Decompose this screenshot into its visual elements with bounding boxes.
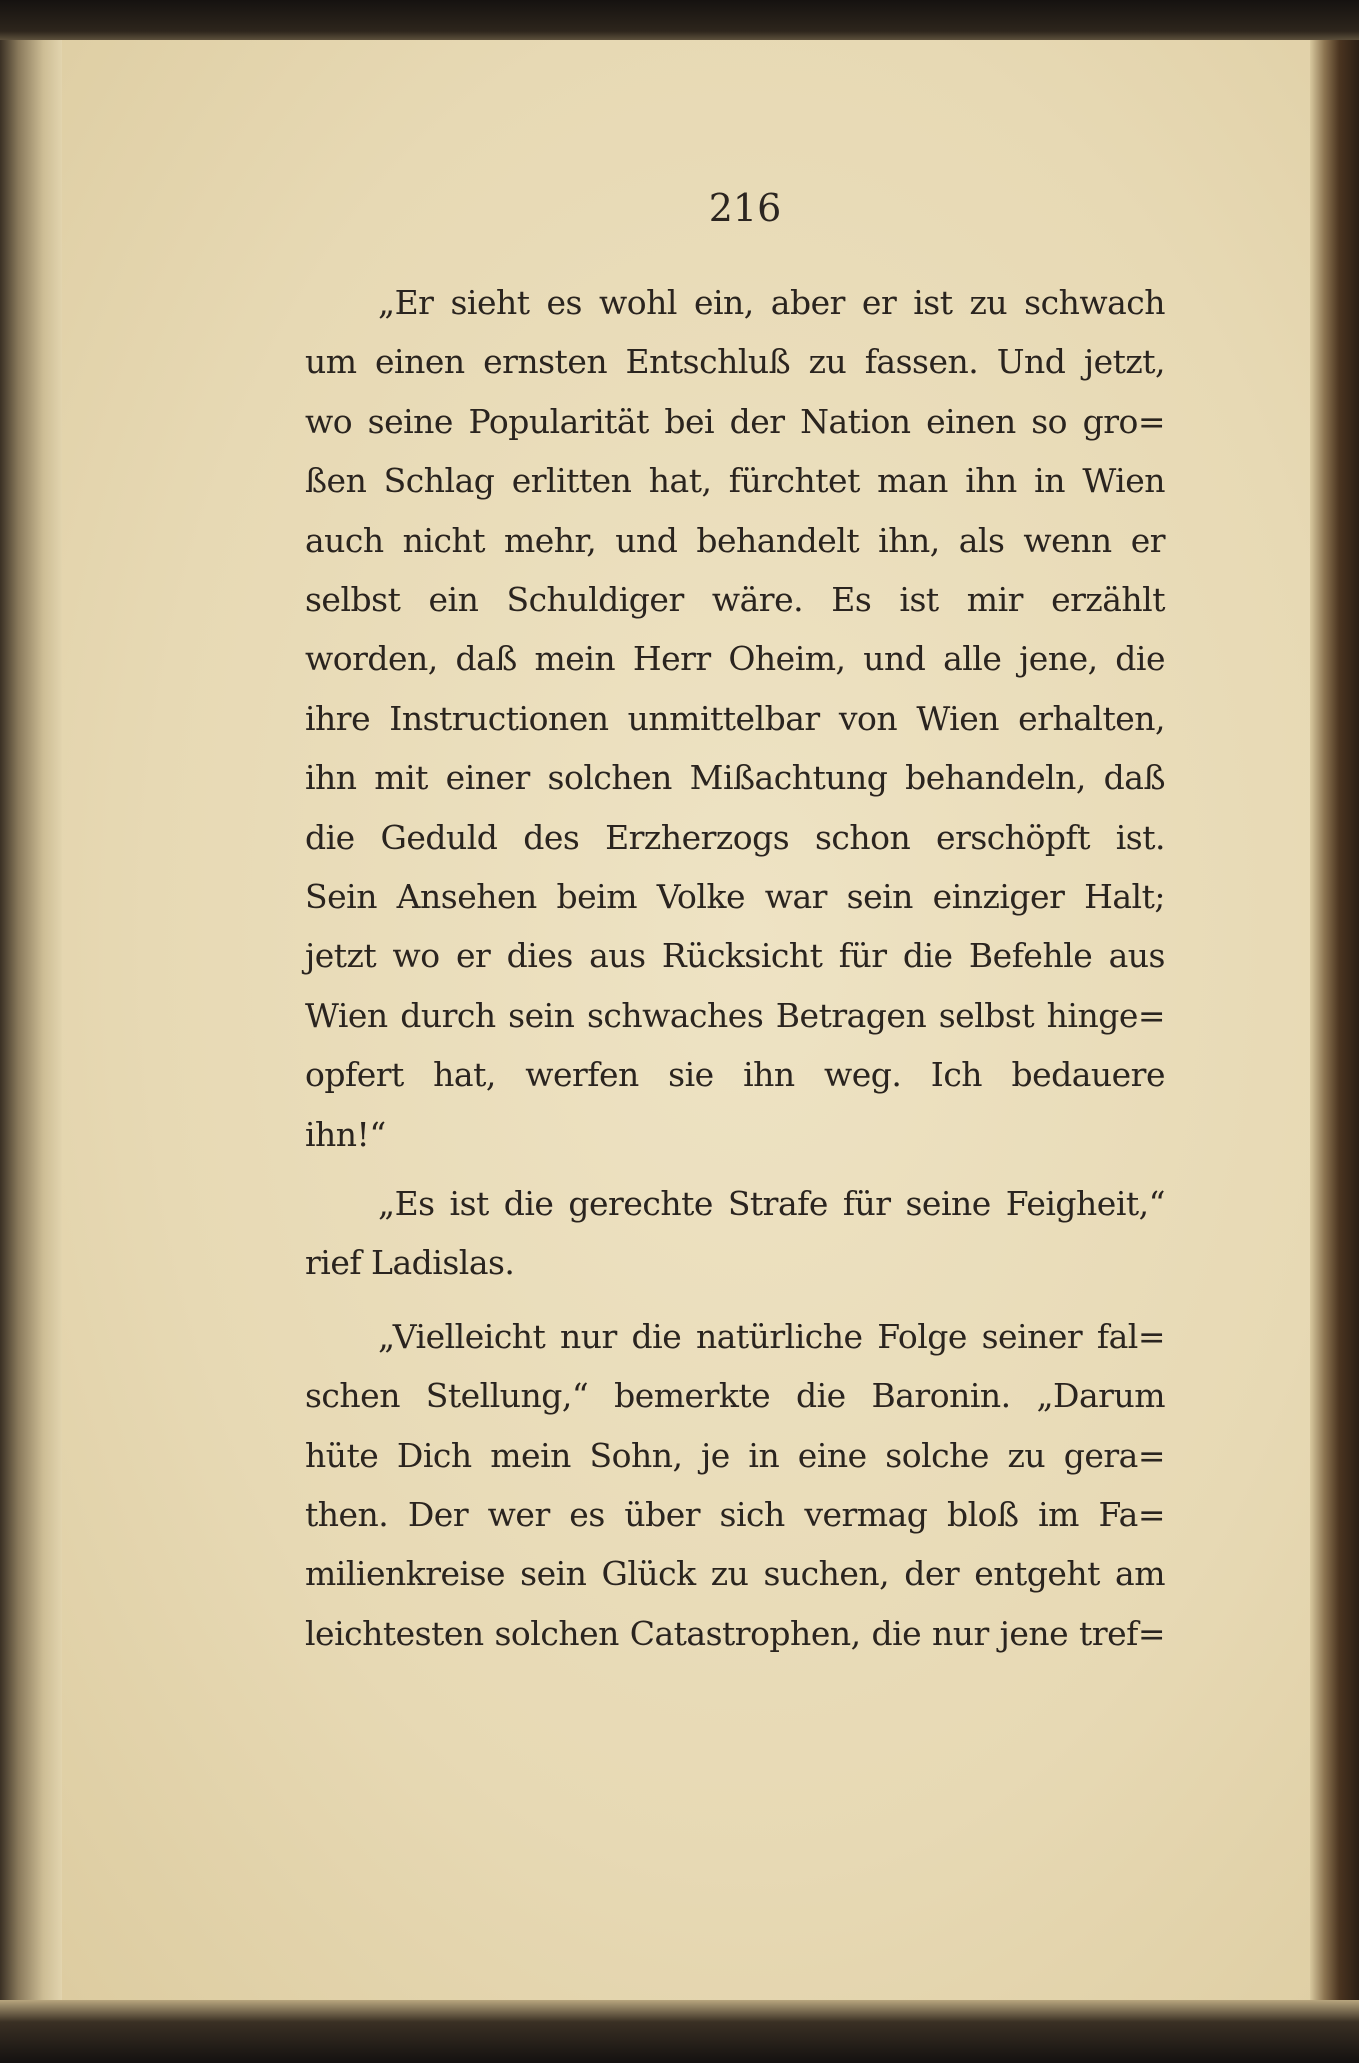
text-line: milienkreise sein Glück zu suchen, der entgeht am — [305, 1554, 1165, 1594]
text-line: ihn!“ — [305, 1114, 386, 1154]
text-line: „Es ist die gerechte Strafe für seine Feigheit,“ — [378, 1184, 1165, 1223]
text-line: „Er sieht es wohl ein, aber er ist zu schwach — [378, 283, 1165, 322]
text-line: die Geduld des Erzherzogs schon erschöpft ist. — [305, 817, 1165, 857]
text-line: um einen ernsten Entschluß zu fassen. Und jetzt, — [305, 342, 1165, 382]
text-line: leichtesten solchen Catastrophen, die nur jene tref= — [305, 1613, 1165, 1653]
book-page — [40, 40, 1330, 2035]
text-line: rief Ladislas. — [305, 1243, 515, 1283]
text-line: Sein Ansehen beim Volke war sein einziger Halt; — [305, 877, 1165, 916]
book-bottom-edge — [0, 2000, 1359, 2063]
book-right-edge — [1310, 40, 1359, 2020]
text-line: then. Der wer es über sich vermag bloß im Fa= — [305, 1495, 1165, 1534]
text-line: selbst ein Schuldiger wäre. Es ist mir erzählt — [305, 580, 1165, 619]
book-gutter — [0, 40, 62, 2035]
text-line: Wien durch sein schwaches Betragen selbst hinge= — [305, 995, 1165, 1035]
text-line: worden, daß mein Herr Oheim, und alle jene, die — [305, 639, 1165, 679]
text-line: wo seine Popularität bei der Nation einen so gro= — [305, 401, 1165, 441]
text-line: „Vielleicht nur die natürliche Folge seiner fal= — [378, 1316, 1165, 1356]
page-number: 216 — [708, 186, 782, 230]
text-line: opfert hat, werfen sie ihn weg. Ich bedauere — [305, 1055, 1165, 1095]
text-line: schen Stellung,“ bemerkte die Baronin. „Darum — [305, 1376, 1165, 1416]
text-line: hüte Dich mein Sohn, je in eine solche zu gera= — [305, 1435, 1165, 1475]
text-line: auch nicht mehr, und behandelt ihn, als wenn er — [305, 520, 1165, 560]
text-line: jetzt wo er dies aus Rücksicht für die Befehle aus — [305, 936, 1165, 976]
text-line: ihn mit einer solchen Mißachtung behandeln, daß — [305, 758, 1165, 798]
text-line: ßen Schlag erlitten hat, fürchtet man ihn in Wien — [305, 461, 1165, 501]
text-line: ihre Instructionen unmittelbar von Wien erhalten, — [305, 698, 1165, 738]
